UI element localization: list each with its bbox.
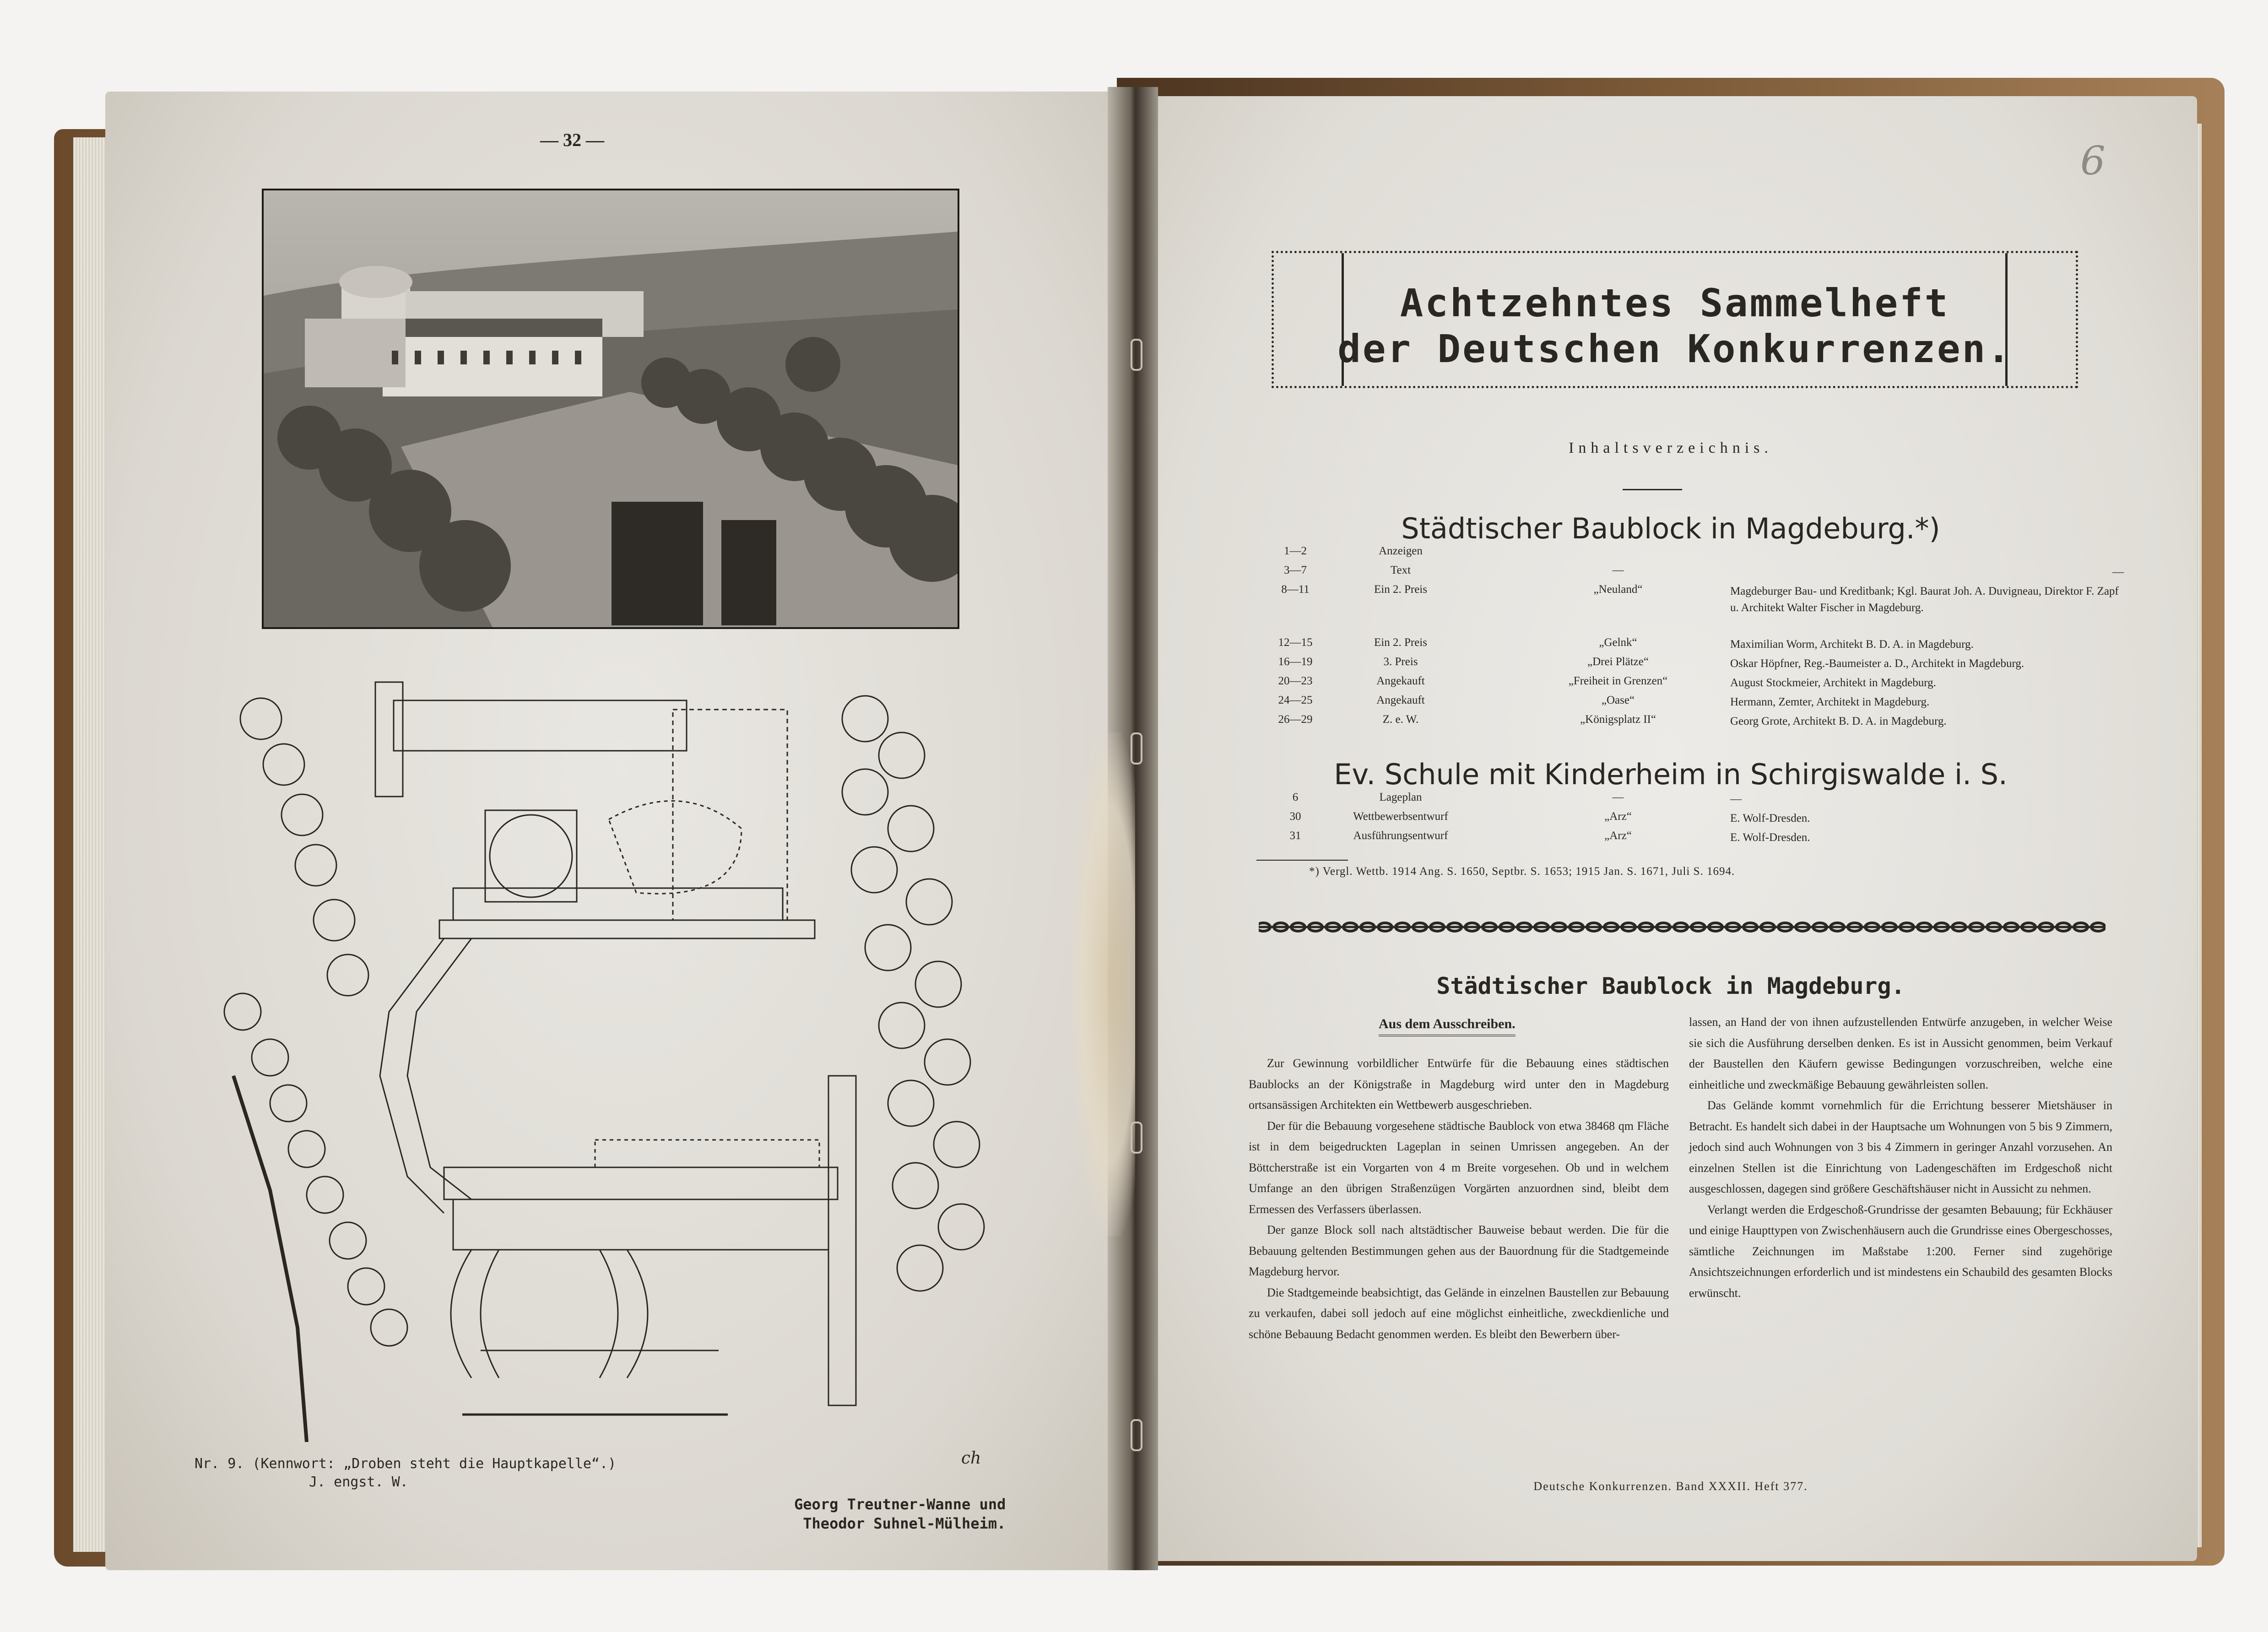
toc-motto: „Drei Plätze“ — [1587, 656, 1649, 668]
title-line2: der Deutschen Konkurrenzen. — [1337, 326, 2012, 371]
toc-author: E. Wolf-Dresden. — [1730, 812, 1810, 824]
toc-author: E. Wolf-Dresden. — [1730, 831, 1810, 844]
toc-type: Anzeigen — [1379, 545, 1423, 557]
paragraph: Das Gelände kommt vornehmlich für die Errichtung besserer Mietshäuser in Betracht. Es handelt sich dabei in der Hauptsache um Wohnungen von 5 bis 9 Zimmern, jedoch sind auch Wohnungen von 3 bis 4 Zimmern in geringer Anzahl vorzusehen. An einzelnen Stellen ist die Einrichtung von Ladengeschäften im Erdgeschoß nicht ausgeschlossen, dagegen sind größere Geschäftshäuser nicht in Aussicht zu nehmen. — [1689, 1099, 2112, 1195]
toc-pages: 31 — [1289, 830, 1301, 842]
pencil-page-mark: 6 — [2080, 138, 2106, 184]
toc-motto: „Königsplatz II“ — [1580, 713, 1656, 726]
toc-motto: „Arz“ — [1604, 810, 1632, 823]
site-plan — [215, 664, 1002, 1442]
toc-type: Ein 2. Preis — [1374, 636, 1427, 649]
toc-pages: 20—23 — [1278, 675, 1313, 687]
binding-stitch — [1131, 1122, 1142, 1154]
toc-section2-title: Ev. Schule mit Kinderheim in Schirgiswalde i. S. — [1334, 758, 2008, 791]
paragraph: Der für die Bebauung vorgesehene städtische Baublock von etwa 38468 qm Fläche ist in dem beigedruckten Lageplan in seinen Umrissen angegeben. An der Böttcherstraße ist ein Vorgarten von 4 m Breite vorgesehen. Ob und in welchem Umfange an den übrigen Straßenzügen Vorgärten anzuordnen sind, bleibt dem Ermessen des Verfassers überlassen. — [1249, 1119, 1669, 1216]
toc-type: Angekauft — [1376, 675, 1425, 687]
toc-rule — [1623, 489, 1682, 490]
credit-line1: Georg Treutner-Wanne und — [794, 1496, 1006, 1513]
paragraph: lassen, an Hand der von ihnen aufzustellenden Entwürfe anzugeben, in welcher Weise sie sich die Ausführung derselben denken. Es ist in Aussicht genommen, beim Verkauf der Baustellen den Käufern gewisse Bedingungen vorzuschreiben, welche eine einheitliche und zweckmäßige Bebauung gewährleisten sollen. — [1689, 1015, 2112, 1091]
toc-footnote: *) Vergl. Wettb. 1914 Ang. S. 1650, Septbr. S. 1653; 1915 Jan. S. 1671, Juli S. 1694. — [1309, 865, 1735, 878]
toc-pages: 1—2 — [1284, 545, 1307, 557]
toc-author: Georg Grote, Architekt B. D. A. in Magdeburg. — [1730, 715, 1947, 727]
binding-stitch — [1131, 1419, 1142, 1451]
toc-type: Lageplan — [1379, 791, 1422, 803]
toc-pages: 16—19 — [1278, 656, 1313, 668]
toc-author: Maximilian Worm, Architekt B. D. A. in Magdeburg. — [1730, 638, 1974, 651]
paragraph: Der ganze Block soll nach altstädtischer Bauweise bebaut werden. Die für die Bebauung geltenden Bestimmungen gehen aus der Bauordnung für die Stadtgemeinde Magdeburg hervor. — [1249, 1223, 1669, 1278]
toc-author: Hermann, Zemter, Architekt in Magdeburg. — [1730, 696, 1930, 708]
toc-type: Wettbewerbsentwurf — [1353, 810, 1448, 823]
toc-motto: — — [1612, 564, 1624, 576]
signature-mark: ch — [961, 1449, 981, 1468]
toc-type: Text — [1390, 564, 1411, 576]
ornamental-divider — [1259, 920, 2106, 934]
article-column-1 — [1249, 1053, 1669, 1345]
toc-author: Oskar Höpfner, Reg.-Baumeister a. D., Architekt in Magdeburg. — [1730, 657, 2024, 670]
plate-caption — [195, 1455, 616, 1491]
toc-pages: 24—25 — [1278, 694, 1313, 706]
toc-author: — — [2112, 566, 2124, 578]
article-title: Städtischer Baublock in Magdeburg. — [1436, 973, 1905, 999]
toc-author: — — [1730, 793, 1742, 805]
toc-motto: — — [1612, 791, 1624, 803]
toc-pages: 12—15 — [1278, 636, 1313, 649]
toc-motto: „Neuland“ — [1593, 583, 1643, 596]
toc-pages: 6 — [1292, 791, 1299, 803]
article-subhead: Aus dem Ausschreiben. — [1379, 1016, 1516, 1036]
plate-caption-line2: J. engst. W. — [309, 1474, 408, 1490]
binding-stitch — [1131, 339, 1142, 371]
toc-pages: 30 — [1289, 810, 1301, 823]
perspective-drawing — [264, 190, 958, 627]
article-column-2 — [1689, 1012, 2112, 1303]
toc-heading: Inhaltsverzeichnis. — [1569, 439, 1773, 456]
perspective-illustration — [262, 189, 959, 629]
site-plan-drawing — [215, 664, 1002, 1442]
toc-motto: „Gelnk“ — [1599, 636, 1637, 649]
paragraph: Verlangt werden die Erdgeschoß-Grundrisse der gesamten Bebauung; für Eckhäuser und einige Haupttypen von Zwischenhäusern auch die Grundrisse eines Obergeschosses, sämtliche Zeichnungen im Maßstabe 1:200. Ferner sind zugehörige Ansichtszeichnungen erforderlich und ist mindestens ein Schaubild des gesamten Blocks erwünscht. — [1689, 1203, 2112, 1300]
table-of-contents — [1144, 0, 2197, 1632]
toc-motto: „Freiheit in Grenzen“ — [1568, 675, 1668, 687]
toc-type: Ein 2. Preis — [1374, 583, 1427, 596]
paragraph: Zur Gewinnung vorbildlicher Entwürfe für die Bebauung eines städtischen Baublocks an der Königstraße in Magdeburg wird unter den in Magdeburg ortsansässigen Architekten ein Wettbewerb ausgeschrieben. — [1249, 1057, 1669, 1111]
toc-motto: „Arz“ — [1604, 830, 1632, 842]
binding-stitch — [1131, 732, 1142, 764]
toc-type: Z. e. W. — [1382, 713, 1419, 726]
credit-line2: Theodor Suhnel-Mülheim. — [803, 1515, 1006, 1532]
plate-credit — [794, 1495, 1006, 1533]
paragraph: Die Stadtgemeinde beabsichtigt, das Gelände in einzelnen Baustellen zur Bebauung zu verkaufen, dabei soll jedoch auf eine möglichst einheitliche, zweckdienliche und schöne Bebauung Bedacht genommen werden. Es bleibt den Bewerbern über- — [1249, 1285, 1669, 1341]
toc-author: Magdeburger Bau- und Kreditbank; Kgl. Baurat Joh. A. Duvigneau, Direktor F. Zapf u. Architekt Walter Fischer in Magdeburg. — [1730, 585, 2119, 614]
toc-pages: 8—11 — [1281, 583, 1310, 596]
toc-motto: „Oase“ — [1601, 694, 1635, 706]
toc-pages: 3—7 — [1284, 564, 1307, 576]
footnote-rule — [1256, 860, 1348, 861]
toc-type: 3. Preis — [1383, 656, 1418, 668]
toc-section1-title: Städtischer Baublock in Magdeburg.*) — [1401, 512, 1940, 545]
page-footer: Deutsche Konkurrenzen. Band XXXII. Heft 377. — [1533, 1480, 1808, 1493]
paper-stain — [1071, 732, 1135, 1236]
page-number: — 32 — — [540, 130, 604, 150]
toc-type: Angekauft — [1376, 694, 1425, 706]
toc-type: Ausführungsentwurf — [1353, 830, 1448, 842]
toc-author: August Stockmeier, Architekt in Magdeburg. — [1730, 677, 1936, 689]
toc-pages: 26—29 — [1278, 713, 1313, 726]
plate-caption-line1: Nr. 9. (Kennwort: „Droben steht die Hauptkapelle“.) — [195, 1456, 617, 1472]
title-line1: Achtzehntes Sammelheft — [1400, 281, 1950, 325]
